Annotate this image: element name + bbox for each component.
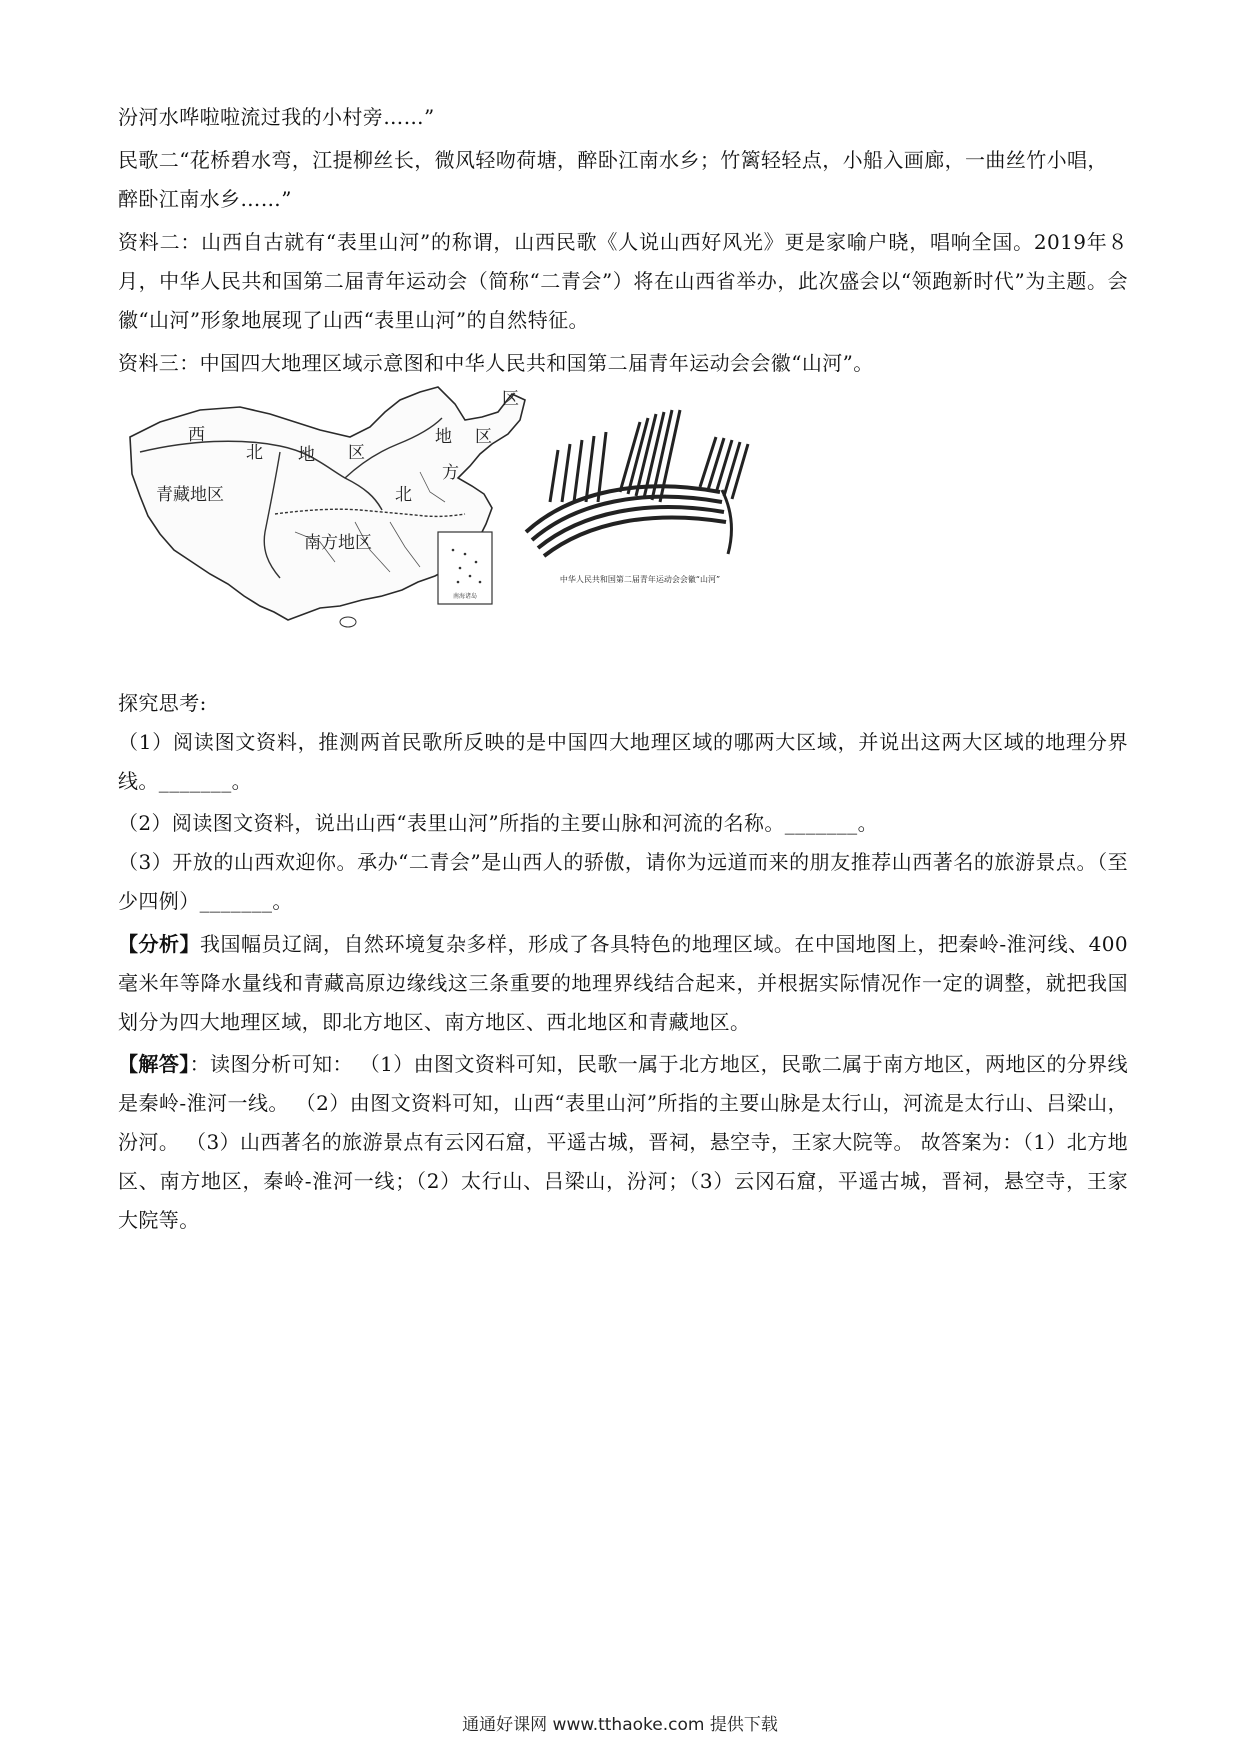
- hainan-island: [340, 617, 356, 627]
- map-label-nw-3: 地: [298, 445, 315, 465]
- map-label-qinghai-tibet: 青藏地区: [156, 485, 224, 505]
- page-footer: 通通好课网 www.tthaoke.com 提供下载: [462, 1715, 778, 1735]
- answer-text: ：读图分析可知： （1）由图文资料可知，民歌一属于北方地区，民歌二属于南方地区，两地区的分界线是秦岭-淮河一线。 （2）由图文资料可知，山西“表里山河”所指的主要山脉是太行山，河流是太行山、吕梁山，汾河。 （3）山西著名的旅游景点有云冈石窟，平遥古城，晋祠，悬空寺，王家大院等。 故答案为：（1）北方地区、南方地区，秦岭-淮河一线；（2）太行山、吕梁山，汾河；（3）云冈石窟，平遥古城，晋祠，悬空寺，王家大院等。: [118, 1052, 1128, 1232]
- material-3-line: 资料三：中国四大地理区域示意图和中华人民共和国第二届青年运动会会徽“山河”。: [118, 351, 874, 375]
- map-label-north-2: 方: [442, 463, 459, 483]
- material-2-paragraph: 资料二：山西自古就有“表里山河”的称谓，山西民歌《人说山西好风光》更是家喻户晓，唱响全国。2019年８月，中华人民共和国第二届青年运动会（简称“二青会”）将在山西省举办，此次盛会以“领跑新时代”为主题。会徽“山河”形象地展现了山西“表里山河”的自然特征。: [118, 230, 1128, 332]
- inset-label: 南海诸岛: [452, 593, 478, 600]
- analysis-text: 我国幅员辽阔，自然环境复杂多样，形成了各具特色的地理区域。在中国地图上，把秦岭-淮河线、400毫米年等降水量线和青藏高原边缘线这三条重要的地理界线结合起来，并根据实际情况作一定的调整，就把我国划分为四大地理区域，即北方地区、南方地区、西北地区和青藏地区。: [118, 932, 1128, 1034]
- question-3: （3）开放的山西欢迎你。承办“二青会”是山西人的骄傲，请你为远道而来的朋友推荐山西著名的旅游景点。（至少四例）_______。: [118, 850, 1128, 913]
- folk-song-2-line: 民歌二“花桥碧水弯，江提柳丝长，微风轻吻荷塘，醉卧江南水乡；竹篱轻轻点，小船入画廊，一曲丝竹小唱，: [118, 148, 1108, 172]
- map-label-north-1: 北: [395, 485, 412, 505]
- analysis-label: 【分析】: [118, 932, 200, 956]
- games-logo-shanhe: [526, 410, 748, 584]
- text-line-1: 汾河水哗啦啦流过我的小村旁……”: [118, 105, 435, 129]
- analysis-paragraph: [118, 925, 1128, 1042]
- map-label-nw-2: 北: [246, 443, 263, 463]
- inquiry-heading: 探究思考:: [118, 691, 207, 715]
- map-label-south: 南方地区: [304, 533, 372, 553]
- figure-map-and-logo: [120, 382, 1080, 682]
- map-label-ne-qu: 区: [502, 389, 519, 409]
- logo-caption: 中华人民共和国第二届青年运动会会徽“山河”: [559, 575, 721, 584]
- question-1: （1）阅读图文资料，推测两首民歌所反映的是中国四大地理区域的哪两大区域，并说出这两大区域的地理分界线。_______。: [118, 730, 1128, 793]
- south-china-sea-inset: [438, 532, 492, 604]
- map-label-nw-4: 区: [348, 443, 365, 463]
- question-2: （2）阅读图文资料，说出山西“表里山河”所指的主要山脉和河流的名称。_______。: [118, 811, 878, 835]
- folk-song-2-line-end: 醉卧江南水乡……”: [118, 187, 292, 211]
- figure-svg: [120, 382, 1080, 682]
- map-label-nw-1: 西: [188, 425, 205, 445]
- answer-label: 【解答】: [118, 1052, 190, 1076]
- answer-paragraph: [118, 1045, 1128, 1240]
- map-label-north-3: 地: [435, 427, 452, 447]
- map-label-north-4: 区: [475, 427, 492, 447]
